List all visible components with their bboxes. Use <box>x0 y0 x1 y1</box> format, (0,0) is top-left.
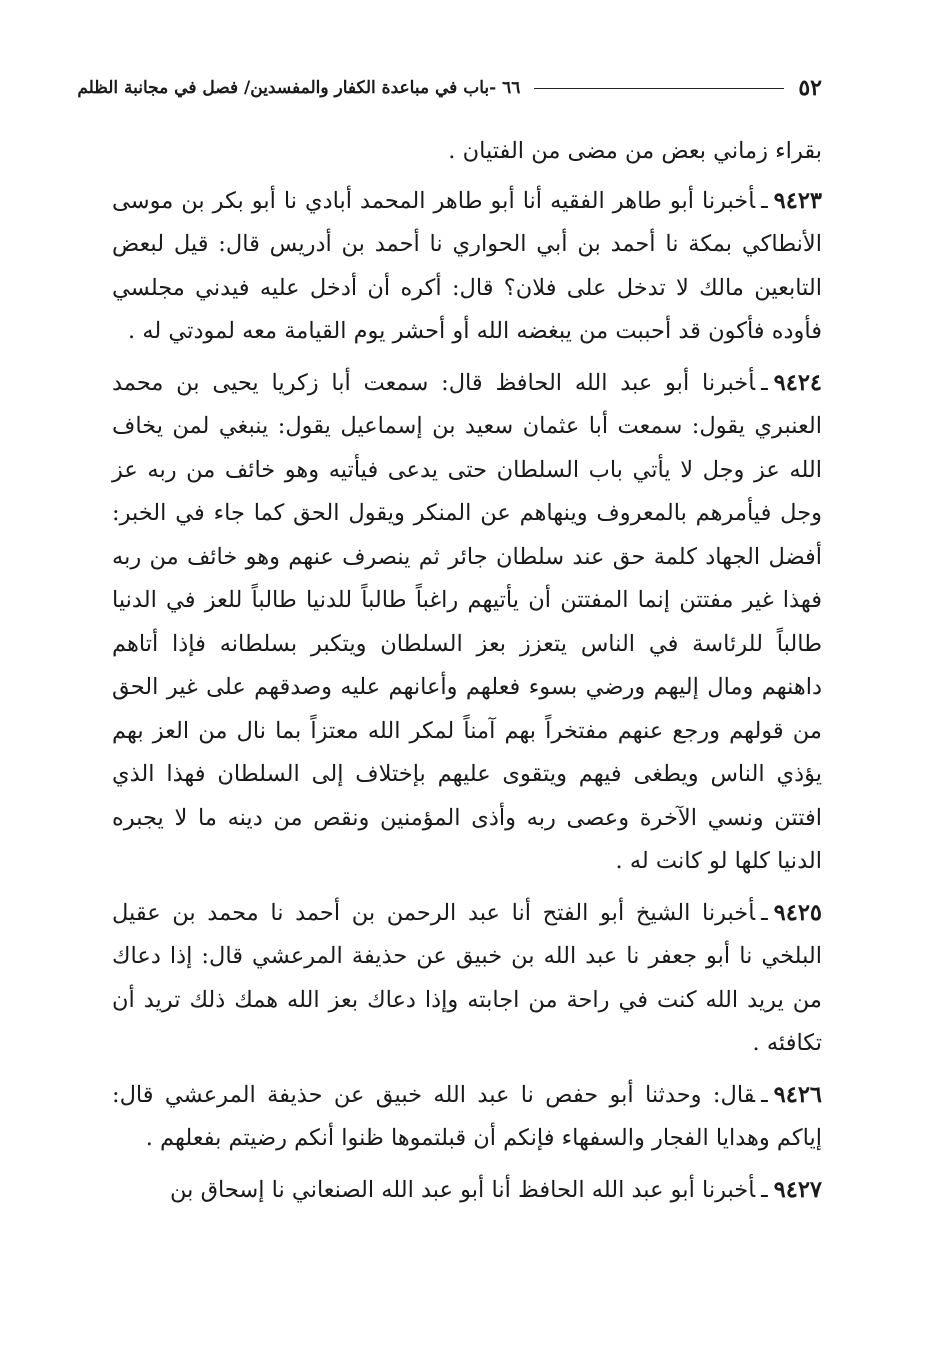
hadith-number: ٩٤٢٦ <box>773 1081 822 1108</box>
hadith-number: ٩٤٢٣ <box>773 187 822 214</box>
hadith-number: ٩٤٢٤ <box>773 369 822 396</box>
hadith-number: ٩٤٢٧ <box>773 1176 822 1203</box>
page-number: ٥٢ <box>798 75 822 101</box>
header-rule <box>534 88 784 89</box>
hadith-paragraph <box>112 362 822 884</box>
hadith-text: أخبرنا أبو عبد الله الحافظ أنا أبو عبد الله الصنعاني نا إسحاق بن <box>170 1176 756 1203</box>
hadith-separator: ـ <box>761 369 768 396</box>
hadith-paragraph <box>112 1074 822 1161</box>
hadith-separator: ـ <box>761 1176 768 1203</box>
hadith-text: أخبرنا أبو عبد الله الحافظ قال: سمعت أبا زكريا يحيى بن محمد العنبري يقول: سمعت أبا عثمان سعيد بن إسماعيل يقول: ينبغي لمن يخاف الله عز وجل لا يأتي باب السلطان حتى يدعى فيأتيه وهو خائف من ربه عز وجل فيأمرهم بالمعروف وينهاهم عن المنكر ويقول الحق كما جاء في الخبر: أفضل الجهاد كلمة حق عند سلطان جائر ثم ينصرف عنهم وهو خائف من ربه فهذا غير مفتتن إنما المفتتن أن يأتيهم راغباً طالباً للدنيا طالباً للعز في الدنيا طالباً للرئاسة في الناس يتعزز بعز السلطان ويتكبر بسلطانه فإذا أتاهم داهنهم ومال إليهم ورضي بسوء فعلهم وأعانهم عليه وصدقهم على غير الحق من قولهم ورجع عنهم مفتخراً بهم آمناً لمكر الله معتزاً بما نال من العز بهم يؤذي الناس ويطغى فيهم ويتقوى عليهم بإختلاف إلى السلطان فهذا الذي افتتن ونسي الآخرة وعصى ربه وأذى المؤمنين ونقص من دينه ما لا يجبره الدنيا كلها لو كانت له . <box>112 369 822 874</box>
hadith-text: أخبرنا الشيخ أبو الفتح أنا عبد الرحمن بن أحمد نا محمد بن عقيل البلخي نا أبو جعفر نا عبد الله بن خبيق عن حذيفة المرعشي قال: إذا دعاك من يريد الله كنت في راحة من اجابته وإذا دعاك بعز الله همك ذلك تريد أن تكافئه . <box>112 899 822 1056</box>
hadith-separator: ـ <box>761 1081 768 1108</box>
hadith-number: ٩٤٢٥ <box>773 899 822 926</box>
hadith-separator: ـ <box>761 187 768 214</box>
running-title: ٦٦ -باب في مباعدة الكفار والمفسدين/ فصل في مجانبة الظلم <box>77 78 521 98</box>
hadith-text: قال: وحدثنا أبو حفص نا عبد الله خبيق عن حذيفة المرعشي قال: إياكم وهدايا الفجار والسفهاء فإنكم أن قبلتموها ظنوا أنكم رضيتم بفعلهم . <box>112 1081 822 1151</box>
hadith-paragraph <box>112 892 822 1066</box>
hadith-paragraph <box>112 180 822 354</box>
hadith-paragraph <box>112 1169 822 1213</box>
hadith-separator: ـ <box>761 899 768 926</box>
hadith-text: أخبرنا أبو طاهر الفقيه أنا أبو طاهر المحمد أبادي نا أبو بكر بن موسى الأنطاكي بمكة نا أحمد بن أبي الحواري نا أحمد بن أدريس قال: قيل لبعض التابعين مالك لا تدخل على فلان؟ قال: أكره أن أدخل عليه فيدني مجلسي فأوده فأكون قد أحببت من يبغضه الله أو أحشر يوم القيامة معه لمودتي له . <box>112 187 822 344</box>
main-text <box>112 130 822 1220</box>
page-header <box>77 68 822 108</box>
continuation-text: بقراء زماني بعض من مضى من الفتيان . <box>448 138 822 164</box>
